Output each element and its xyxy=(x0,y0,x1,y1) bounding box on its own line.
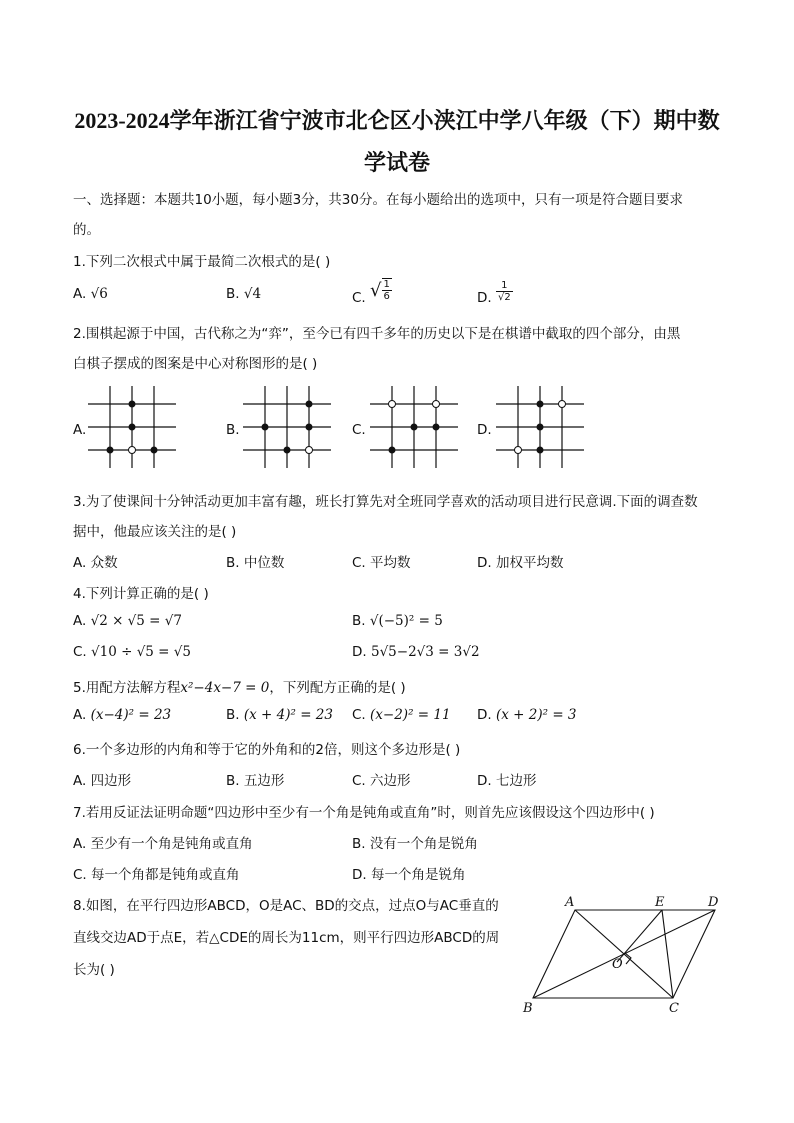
right-angle-mark xyxy=(625,953,631,964)
q2-go-figure-b xyxy=(241,384,333,470)
label-point-b: B xyxy=(523,1001,533,1016)
label-point-o: O xyxy=(612,957,623,972)
q4-option-b xyxy=(352,613,443,629)
q4-stem: 4.下列计算正确的是( ) xyxy=(73,586,209,602)
page-title-line2: 学试卷 xyxy=(363,150,430,175)
q4-option-d-expr: 5√5−2√3 = 3√2 xyxy=(370,644,480,660)
q7-stem: 7.若用反证法证明命题“四边形中至少有一个角是钝角或直角”时，则首先应该假设这个四边形中( ) xyxy=(73,805,655,821)
q1-option-d-num: 1 xyxy=(496,280,513,292)
q7-option-d: D. 每一个角是锐角 xyxy=(352,867,466,883)
q1-option-a xyxy=(73,286,108,302)
q2-go-figure-a xyxy=(86,384,178,470)
q6-option-d: D. 七边形 xyxy=(477,773,537,789)
q7-option-b: B. 没有一个角是锐角 xyxy=(352,836,478,852)
q4-option-a xyxy=(73,613,182,629)
q5-option-b-expr: (x + 4)² = 23 xyxy=(243,707,333,723)
q3-option-c: C. 平均数 xyxy=(352,555,411,571)
q1-option-b-label: B. xyxy=(226,286,240,302)
q1-option-a-expr: √6 xyxy=(90,286,108,302)
q5-option-a-expr: (x−4)² = 23 xyxy=(90,707,172,723)
black-stone xyxy=(306,401,313,408)
q1-option-c-radical: √ xyxy=(370,279,382,301)
q2-go-figure-d xyxy=(494,384,586,470)
q4-option-d xyxy=(352,644,480,660)
label-point-e: E xyxy=(655,895,665,910)
q1-option-d-label: D. xyxy=(477,289,492,306)
q1-option-c-frac xyxy=(382,278,392,302)
q4-option-c-label: C. xyxy=(73,644,87,660)
q5-option-d xyxy=(477,707,577,723)
q1-option-b xyxy=(226,286,261,302)
q6-option-c: C. 六边形 xyxy=(352,773,411,789)
q5-stem-equation: x²−4x−7 = 0 xyxy=(180,680,270,696)
q2-label-d: D. xyxy=(477,422,492,438)
black-stone xyxy=(129,401,136,408)
q2-label-a: A. xyxy=(73,422,87,438)
q1-option-c-den: 6 xyxy=(383,291,390,302)
q5-option-a xyxy=(73,707,171,723)
black-stone xyxy=(306,424,313,431)
q1-option-a-label: A. xyxy=(73,286,87,302)
q7-option-a: A. 至少有一个角是钝角或直角 xyxy=(73,836,253,852)
q4-option-a-expr: √2 × √5 = √7 xyxy=(90,613,182,629)
black-stone xyxy=(129,424,136,431)
black-stone xyxy=(411,424,418,431)
q6-stem: 6.一个多边形的内角和等于它的外角和的2倍，则这个多边形是( ) xyxy=(73,742,461,758)
q4-option-c-expr: √10 ÷ √5 = √5 xyxy=(91,644,191,660)
section-heading-cont: 的。 xyxy=(73,222,100,238)
q5-option-a-label: A. xyxy=(73,707,87,723)
black-stone xyxy=(537,401,544,408)
q5-stem-pre: 5.用配方法解方程 xyxy=(73,680,181,696)
white-stone xyxy=(559,401,566,408)
black-stone xyxy=(537,447,544,454)
q5-stem xyxy=(73,676,406,696)
black-stone xyxy=(284,447,291,454)
q6-option-b: B. 五边形 xyxy=(226,773,285,789)
q6-option-a: A. 四边形 xyxy=(73,773,132,789)
white-stone xyxy=(129,447,136,454)
q4-option-b-expr: √(−5)² = 5 xyxy=(369,613,443,629)
q8-stem-line1: 8.如图，在平行四边形ABCD，O是AC、BD的交点，过点O与AC垂直的 xyxy=(73,898,499,914)
q1-option-c-num: 1 xyxy=(383,279,390,290)
q3-stem-line2: 据中，他最应该关注的是( ) xyxy=(73,524,237,540)
black-stone xyxy=(107,447,114,454)
black-stone xyxy=(151,447,158,454)
label-point-a: A xyxy=(565,895,575,910)
black-stone xyxy=(262,424,269,431)
q8-parallelogram-figure xyxy=(515,892,730,1022)
q1-option-d xyxy=(477,280,513,306)
q3-option-b: B. 中位数 xyxy=(226,555,285,571)
q1-stem: 1.下列二次根式中属于最简二次根式的是( ) xyxy=(73,254,331,270)
black-stone xyxy=(537,424,544,431)
q4-option-a-label: A. xyxy=(73,613,87,629)
q8-stem-line3: 长为( ) xyxy=(73,962,115,978)
q4-option-c xyxy=(73,644,191,660)
q2-label-b: B. xyxy=(226,422,240,438)
q5-stem-post: ，下列配方正确的是( ) xyxy=(269,680,406,696)
q4-option-b-label: B. xyxy=(352,613,366,629)
q7-option-c: C. 每一个角都是钝角或直角 xyxy=(73,867,240,883)
q3-option-d: D. 加权平均数 xyxy=(477,555,564,571)
white-stone xyxy=(389,401,396,408)
perpendicular-oe xyxy=(617,910,662,962)
q1-option-c-label: C. xyxy=(352,290,366,306)
q1-option-d-den: √2 xyxy=(497,292,511,303)
q2-go-figure-c xyxy=(368,384,460,470)
white-stone xyxy=(515,447,522,454)
q1-option-b-expr: √4 xyxy=(243,286,262,302)
white-stone xyxy=(433,401,440,408)
segment-ce xyxy=(662,910,673,998)
q3-option-a: A. 众数 xyxy=(73,555,118,571)
black-stone xyxy=(433,424,440,431)
q5-option-b xyxy=(226,707,333,723)
q5-option-b-label: B. xyxy=(226,707,240,723)
q2-label-c: C. xyxy=(352,422,366,438)
q5-option-c xyxy=(352,707,451,723)
black-stone xyxy=(389,447,396,454)
q4-option-d-label: D. xyxy=(352,644,367,660)
white-stone xyxy=(306,447,313,454)
label-point-c: C xyxy=(669,1001,679,1016)
q3-stem-line1: 3.为了使课间十分钟活动更加丰富有趣，班长打算先对全班同学喜欢的活动项目进行民意调.下面的调查数 xyxy=(73,494,698,510)
label-point-d: D xyxy=(708,895,719,910)
section-heading: 一、选择题：本题共10小题，每小题3分，共30分。在每小题给出的选项中，只有一项是符合题目要求 xyxy=(73,192,683,208)
q1-option-c xyxy=(352,278,392,306)
q2-stem-line2: 白棋子摆成的图案是中心对称图形的是( ) xyxy=(73,356,318,372)
q5-option-d-expr: (x + 2)² = 3 xyxy=(495,707,577,723)
q5-option-c-expr: (x−2)² = 11 xyxy=(370,707,451,723)
q8-stem-line2: 直线交边AD于点E，若△CDE的周长为11cm，则平行四边形ABCD的周 xyxy=(73,930,500,946)
q5-option-d-label: D. xyxy=(477,707,492,723)
page-title-line1: 2023-2024学年浙江省宁波市北仑区小浃江中学八年级（下）期中数 xyxy=(74,108,720,133)
q5-option-c-label: C. xyxy=(352,707,366,723)
q2-stem-line1: 2.围棋起源于中国，古代称之为“弈”，至今已有四千多年的历史以下是在棋谱中截取的四个部分，由黑 xyxy=(73,326,681,342)
q1-option-d-frac xyxy=(496,280,513,303)
